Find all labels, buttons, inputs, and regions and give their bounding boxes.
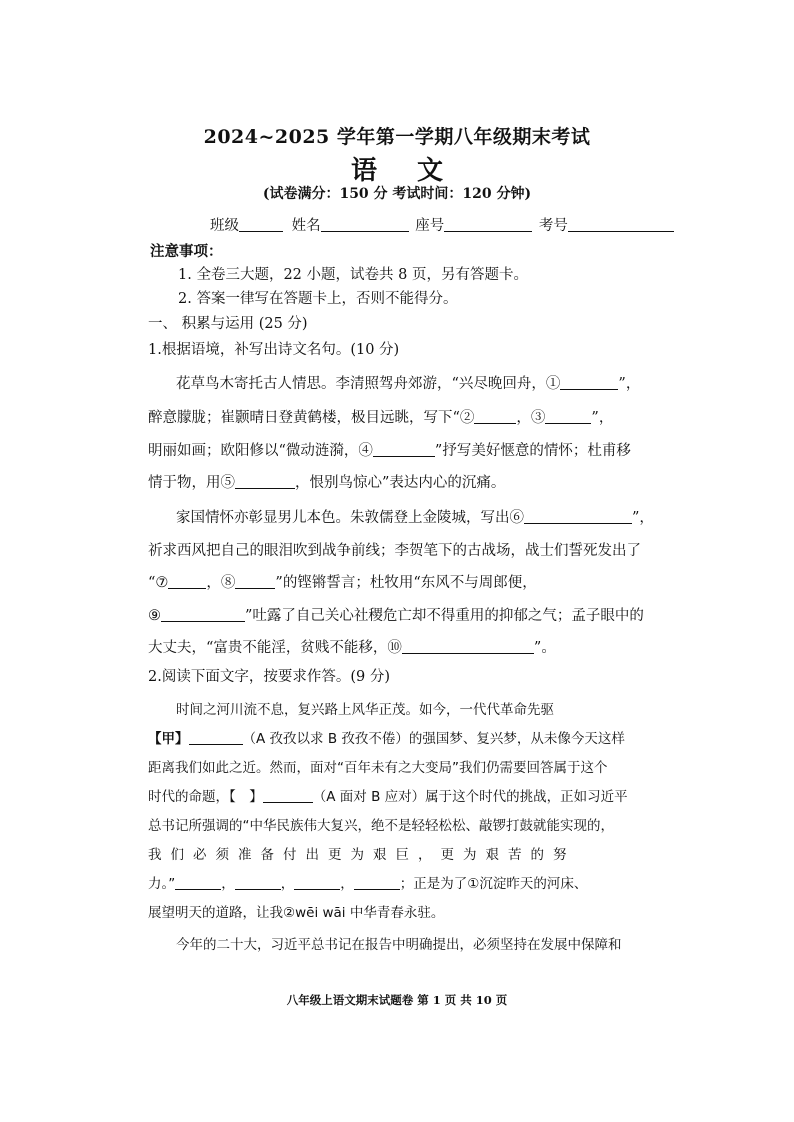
answer-blank	[402, 639, 534, 654]
seat-label: 座号	[415, 218, 445, 234]
question-title: 2.阅读下面文字，按要求作答。(9 分)	[148, 669, 390, 685]
q1-line: 大丈夫，“富贵不能淫，贫贱不能移，⑩ ”。	[148, 640, 556, 656]
q2-line: 【甲】 （A 孜孜以求 B 孜孜不倦）的强国梦、复兴梦，从未像今天这样	[148, 731, 625, 747]
q1-line: 醉意朦胧；崔颢晴日登黄鹤楼，极目远眺，写下“② ，③ ”，	[148, 410, 614, 426]
exam-meta: (试卷满分：150 分 考试时间：120 分钟)	[262, 186, 532, 202]
name-label: 姓名	[291, 218, 321, 234]
question-title: 1.根据语境，补写出诗文名句。(10 分)	[148, 342, 400, 358]
q2-line: 距离我们如此之近。然而，面对“百年未有之大变局”我们仍需要回答属于这个	[148, 760, 608, 776]
exam-no-label: 考号	[538, 218, 568, 234]
q2-line: 展望明天的道路，让我②wēi wāi 中华青春永驻。	[148, 905, 445, 921]
exam-no-blank	[568, 217, 674, 232]
answer-blank	[189, 730, 243, 745]
q2-line: 时间之河川流不息，复兴路上风华正茂。如今，一代代革命先驱	[176, 702, 554, 718]
q1-line: 祈求西风把自己的眼泪吹到战争前线；李贺笔下的古战场，战士们誓死发出了	[148, 543, 641, 559]
notice-heading: 注意事项：	[150, 243, 223, 260]
page-footer: 八年级上语文期末试题卷 第 1 页 共 10 页	[286, 993, 508, 1007]
answer-blank	[545, 409, 591, 424]
notice-item: 1. 全卷三大题，22 小题，试卷共 8 页，另有答题卡。	[178, 267, 528, 283]
answer-blank	[560, 375, 618, 390]
answer-blank	[294, 875, 340, 890]
answer-blank	[175, 875, 221, 890]
section-heading: 一、 积累与运用 (25 分)	[148, 316, 308, 332]
student-id-line	[210, 214, 674, 235]
answer-blank	[235, 875, 281, 890]
q2-line: 今年的二十大，习近平总书记在报告中明确提出，必须坚持在发展中保障和	[176, 937, 622, 953]
name-blank	[321, 217, 409, 232]
answer-blank	[168, 574, 206, 589]
class-label: 班级	[210, 218, 239, 234]
answer-blank	[235, 474, 295, 489]
answer-blank	[524, 509, 632, 524]
q2-line: 我们必须准备付出更为艰巨，更为艰苦的努	[148, 847, 576, 863]
exam-title: 2024~2025 学年第一学期八年级期末考试	[203, 126, 591, 148]
q1-line: 明丽如画；欧阳修以“微动涟漪，④ ”抒写美好惬意的情怀；杜甫移	[148, 443, 631, 459]
q1-line: “⑦ ，⑧ ”的铿锵誓言；杜牧用“东风不与周郎便，	[148, 575, 537, 591]
class-blank	[239, 217, 283, 232]
q1-line: 家国情怀亦彰显男儿本色。朱敦儒登上金陵城，写出⑥ ”，	[176, 510, 654, 526]
q1-line: ⑨ ”吐露了自己关心社稷危亡却不得重用的抑郁之气；孟子眼中的	[148, 608, 644, 624]
answer-blank	[161, 607, 245, 622]
seat-blank	[444, 217, 532, 232]
answer-blank	[263, 788, 313, 803]
answer-blank	[373, 442, 435, 457]
answer-blank	[235, 574, 275, 589]
answer-blank	[474, 409, 516, 424]
q1-line: 情于物，用⑤ ，恨别鸟惊心”表达内心的沉痛。	[148, 475, 506, 491]
q2-line: 总书记所强调的“中华民族伟大复兴，绝不是轻轻松松、敲锣打鼓就能实现的，	[148, 818, 614, 834]
q1-line: 花草鸟木寄托古人情思。李清照驾舟郊游，“兴尽晚回舟，① ”，	[176, 376, 641, 392]
subject-title: 语文	[350, 156, 483, 186]
notice-item: 2. 答案一律写在答题卡上，否则不能得分。	[178, 291, 458, 307]
answer-blank	[354, 875, 400, 890]
q2-line: 力。” ， ， ， ；正是为了①沉淀昨天的河床、	[148, 876, 588, 892]
q2-line: 时代的命题，【 】 （A 面对 B 应对）属于这个时代的挑战，正如习近平	[148, 789, 628, 805]
